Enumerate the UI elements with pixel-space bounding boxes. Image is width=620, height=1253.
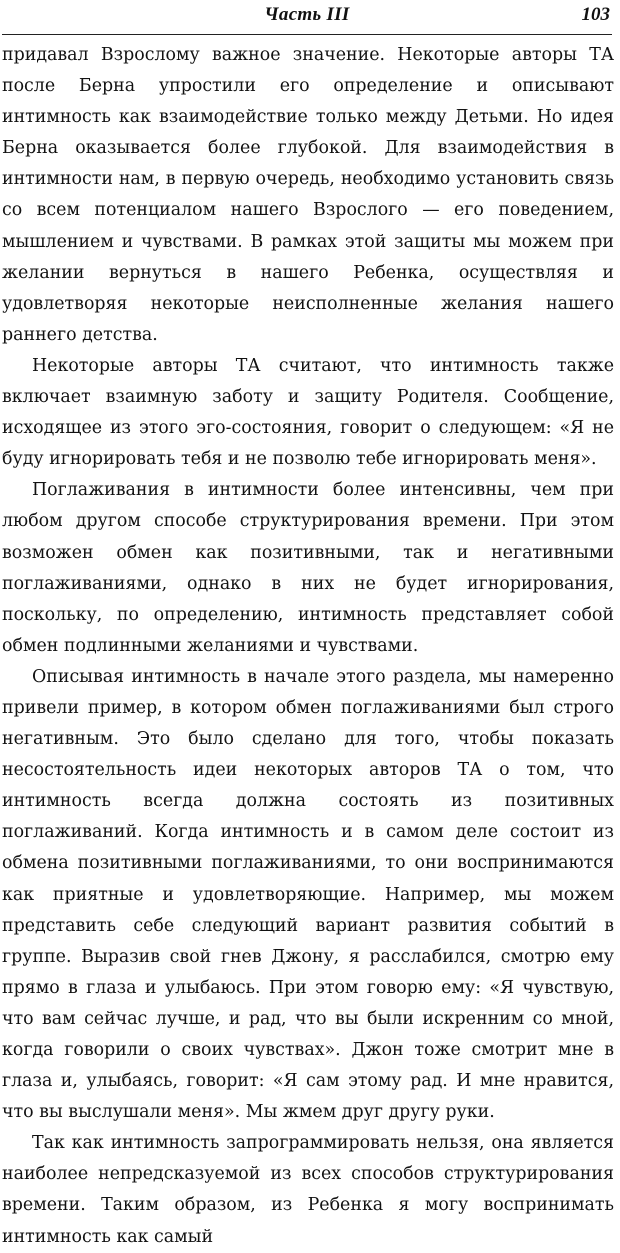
running-header [2,0,612,35]
page-number: 103 [581,4,610,25]
running-title: Часть III [264,4,350,25]
paragraph-continued: придавал Взрослому важное значение. Некоторые авторы ТА после Берна упростили его определение и описывают интимность как взаимодействие только между Детьми. Но идея Берна оказывается более глубокой. Для взаимодействия в интимности нам, в первую очередь, необходимо установить связь со всем потенциалом нашего Взрослого — его поведением, мышлением и чувствами. В рамках этой защиты мы можем при желании вернуться в нашего Ребенка, осуществляя и удовлетворяя некоторые неисполненные желания нашего раннего детства. [2,45,614,345]
paragraph: Так как интимность запрограммировать нельзя, она является наиболее непредсказуемой из всех способов структурирования времени. Таким образом, из Ребенка я могу воспринимать интимность как самый [2,1133,614,1247]
paragraph: Описывая интимность в начале этого раздела, мы намеренно привели пример, в котором обмен поглаживаниями был строго негативным. Это было сделано для того, чтобы показать несостоятельность идеи некоторых авторов ТА о том, что интимность всегда должна состоять из позитивных поглаживаний. Когда интимность и в самом деле состоит из обмена позитивными поглаживаниями, то они воспринимаются как приятные и удовлетворяющие. Например, мы можем представить себе следующий вариант развития событий в группе. Выразив свой гнев Джону, я расслабился, смотрю ему прямо в глаза и улыбаюсь. При этом говорю ему: «Я чувствую, что вам сейчас лучше, и рад, что вы были искренним со мной, когда говорили о своих чувствах». Джон тоже смотрит мне в глаза и, улыбаясь, говорит: «Я сам этому рад. И мне нравится, что вы выслушали меня». Мы жмем друг другу руки. [2,666,614,1123]
paragraph: Некоторые авторы ТА считают, что интимность также включает взаимную заботу и защиту Родителя. Сообщение, исходящее из этого эго-состояния, говорит о следующем: «Я не буду игнорировать тебя и не позволю тебе игнорировать меня». [2,355,614,470]
paragraph: Поглаживания в интимности более интенсивны, чем при любом другом способе структурирования времени. При этом возможен обмен как позитивными, так и негативными поглаживаниями, однако в них не будет игнорирования, поскольку, по определению, интимность представляет собой обмен подлинными желаниями и чувствами. [2,480,614,656]
body-text [2,40,614,1253]
